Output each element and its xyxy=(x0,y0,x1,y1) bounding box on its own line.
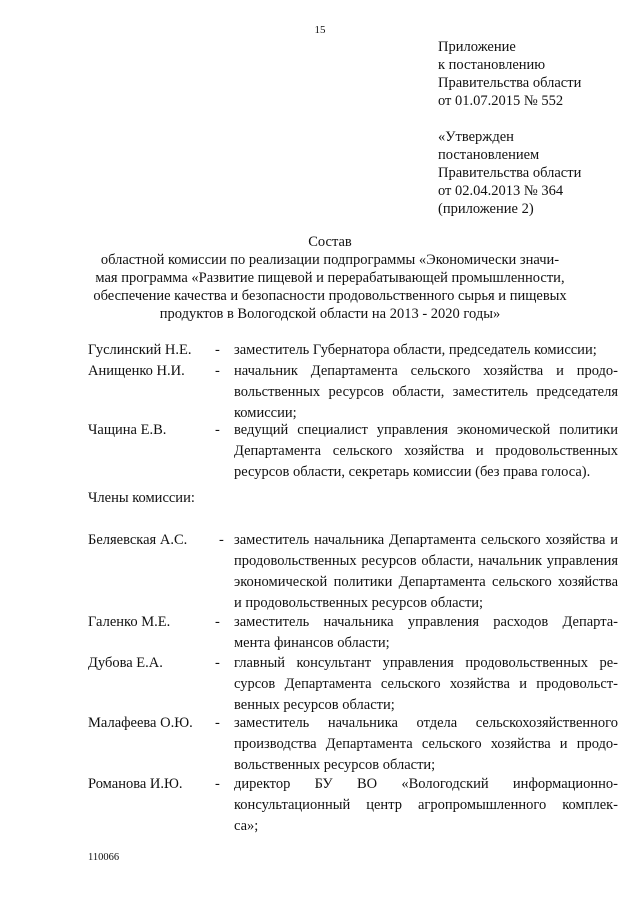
member-role-line: заместитель начальника управления расходов Департа- xyxy=(234,614,618,630)
member-role xyxy=(234,612,618,654)
member-name: Малафеева О.Ю. xyxy=(88,715,193,731)
member-dash: - xyxy=(215,342,220,358)
member-name: Галенко М.Е. xyxy=(88,614,171,630)
member-role-line: вольственных ресурсов области, заместитель председателя xyxy=(234,384,618,400)
member-name: Анищенко Н.И. xyxy=(88,363,185,379)
member-role-line: венных ресурсов области; xyxy=(234,697,395,713)
member-dash: - xyxy=(215,422,220,438)
member-role xyxy=(234,420,618,483)
member-role-line: производства Департамента сельского хозяйства и продо- xyxy=(234,736,618,752)
member-role-line: директор БУ ВО «Вологодский информационно- xyxy=(234,776,618,792)
member-role-line: заместитель начальника отдела сельскохозяйственного xyxy=(234,715,618,731)
member-role-line: главный консультант управления продовольственных ре- xyxy=(234,655,618,671)
subtitle-line: областной комиссии по реализации подпрограммы «Экономически значи- xyxy=(100,252,560,268)
appendix-line: Правительства области xyxy=(438,75,582,91)
member-role xyxy=(234,713,618,776)
member-role-line: и продовольственных ресурсов области; xyxy=(234,595,484,611)
member-role-line: консультационный центр агропромышленного комплек- xyxy=(234,797,618,813)
member-role xyxy=(234,340,618,361)
appendix-block-original xyxy=(438,128,581,218)
appendix-line: Правительства области xyxy=(438,165,582,181)
document-title: Состав xyxy=(308,234,352,250)
members-header: Члены комиссии: xyxy=(88,490,195,506)
member-role-line: Департамента сельского хозяйства и продовольственных xyxy=(234,443,618,459)
member-name: Гуслинский Н.Е. xyxy=(88,342,192,358)
member-dash: - xyxy=(215,776,220,792)
member-name: Беляевская А.С. xyxy=(88,532,188,548)
subtitle-line: мая программа «Развитие пищевой и перерабатывающей промышленности, xyxy=(95,270,565,286)
appendix-line: Приложение xyxy=(438,39,516,55)
document-code: 110066 xyxy=(88,852,120,863)
subtitle-line: продуктов в Вологодской области на 2013 - 2020 годы» xyxy=(159,306,501,322)
appendix-line: к постановлению xyxy=(438,57,546,73)
member-role-line: заместитель Губернатора области, председатель комиссии; xyxy=(234,342,597,358)
appendix-block-current xyxy=(438,38,581,110)
member-role-line: ресурсов области, секретарь комиссии (без права голоса). xyxy=(234,464,591,480)
member-dash: - xyxy=(215,655,220,671)
subtitle-line: обеспечение качества и безопасности продовольственного сырья и пищевых xyxy=(93,288,567,304)
member-name: Романова И.Ю. xyxy=(88,776,183,792)
member-role-line: вольственных ресурсов области; xyxy=(234,757,436,773)
member-name: Дубова Е.А. xyxy=(88,655,163,671)
appendix-line: от 01.07.2015 № 552 xyxy=(438,93,564,109)
member-role xyxy=(234,653,618,716)
appendix-line: (приложение 2) xyxy=(438,201,534,217)
member-role-line: заместитель начальника Департамента сельского хозяйства и xyxy=(234,532,618,548)
member-dash: - xyxy=(215,363,220,379)
member-role-line: ведущий специалист управления экономической политики xyxy=(234,422,618,438)
member-role-line: продовольственных ресурсов области, начальник управления xyxy=(234,553,618,569)
member-role-line: мента финансов области; xyxy=(234,635,390,651)
member-name: Чащина Е.В. xyxy=(88,422,167,438)
member-role xyxy=(234,530,618,614)
member-role-line: сурсов Департамента сельского хозяйства и продовольст- xyxy=(234,676,618,692)
member-dash: - xyxy=(215,614,220,630)
member-dash: - xyxy=(215,715,220,731)
page-number: 15 xyxy=(314,24,326,36)
member-role xyxy=(234,774,618,837)
member-role-line: начальник Департамента сельского хозяйства и продо- xyxy=(234,363,618,379)
member-role-line: экономической политики Департамента сельского хозяйства xyxy=(234,574,618,590)
document-subtitle xyxy=(60,251,600,323)
appendix-line: постановлением xyxy=(438,147,540,163)
member-role xyxy=(234,361,618,424)
member-dash: - xyxy=(219,532,224,548)
member-role-line: комиссии; xyxy=(234,405,297,421)
appendix-header xyxy=(438,38,581,218)
appendix-line: «Утвержден xyxy=(438,129,514,145)
member-role-line: са»; xyxy=(234,818,259,834)
appendix-line: от 02.04.2013 № 364 xyxy=(438,183,564,199)
